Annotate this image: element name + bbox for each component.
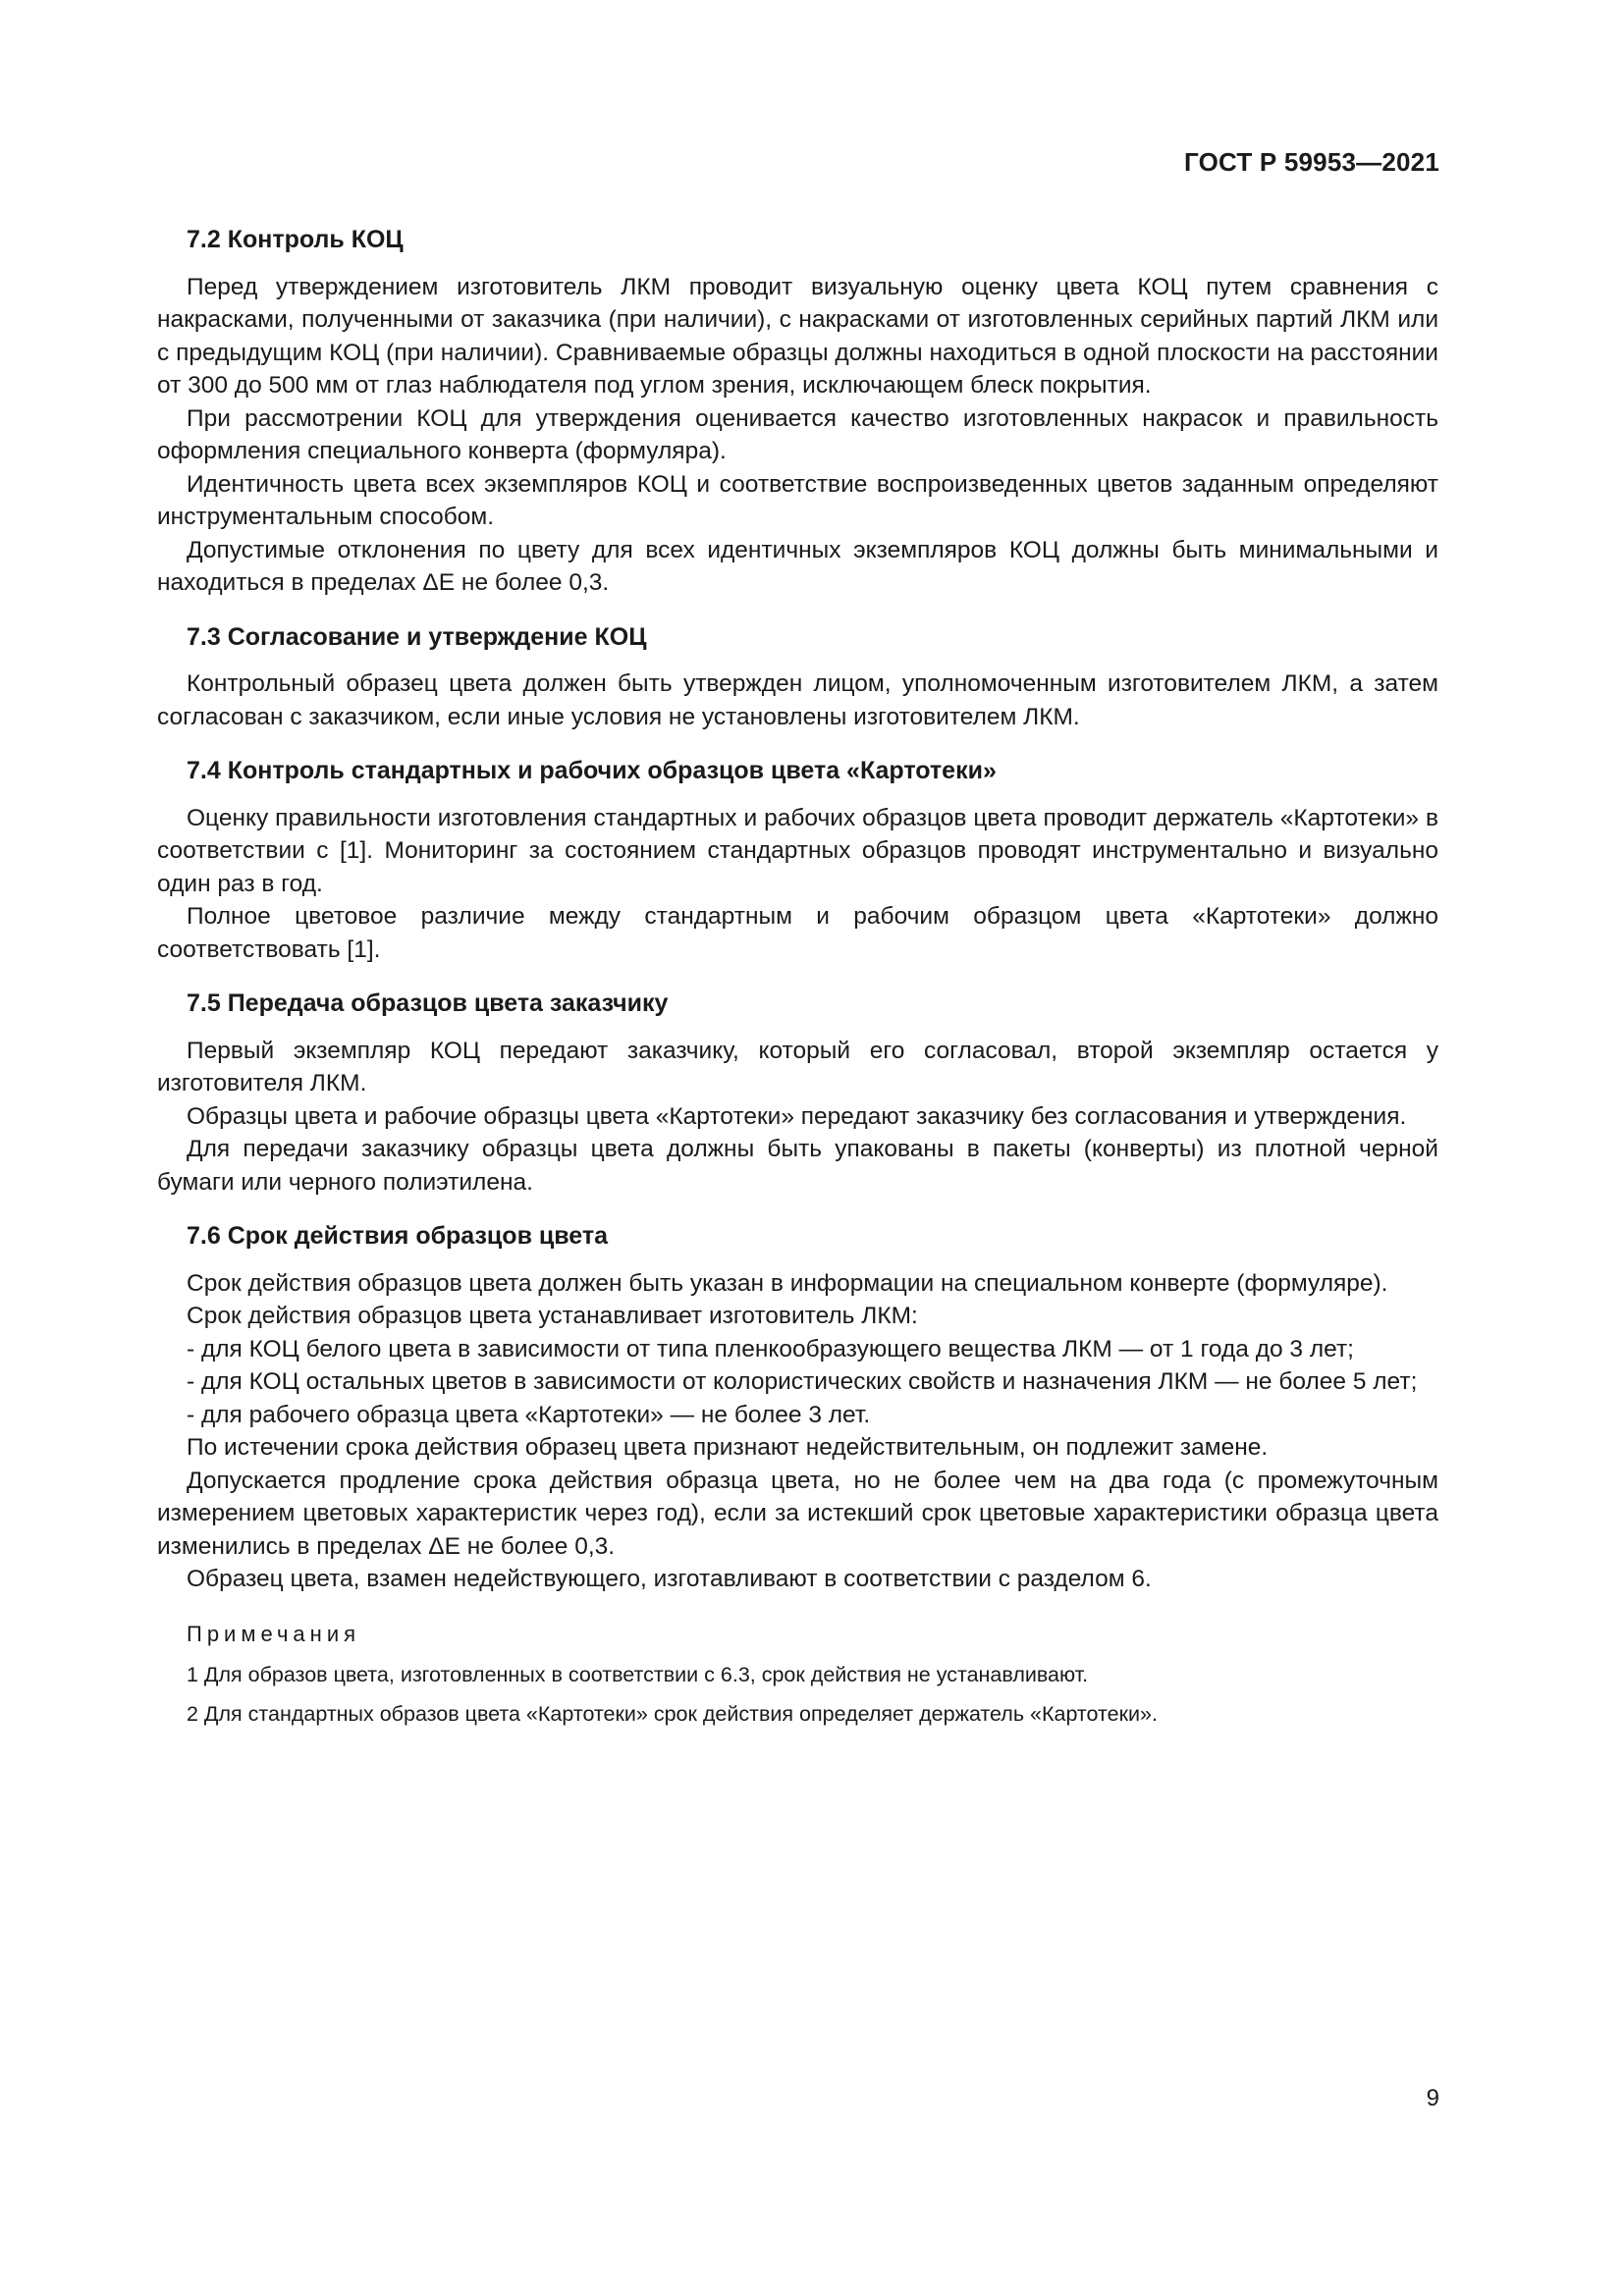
list-item: - для КОЦ белого цвета в зависимости от типа пленкообразующего вещества ЛКМ — от 1 года до 3 лет;: [187, 1335, 1354, 1362]
paragraph: По истечении срока действия образец цвета признают недействительным, он подлежит замене.: [187, 1434, 1269, 1461]
section-title: 7.3 Согласование и утверждение КОЦ: [187, 622, 647, 651]
list-item: - для КОЦ остальных цветов в зависимости от колористических свойств и назначения ЛКМ — не более 5 лет;: [187, 1368, 1418, 1395]
section-title: 7.2 Контроль КОЦ: [187, 226, 404, 253]
section-7-4: [157, 755, 1438, 966]
paragraph: Для передачи заказчику образцы цвета должны быть упакованы в пакеты (конверты) из плотной черной бумаги или черного полиэтилена.: [157, 1136, 1438, 1196]
paragraph: Срок действия образцов цвета должен быть указан в информации на специальном конверте (формуляре).: [187, 1269, 1388, 1297]
paragraph: При рассмотрении КОЦ для утверждения оценивается качество изготовленных накрасок и правильность оформления специального конверта (формуляра).: [157, 404, 1438, 464]
paragraph: Оценку правильности изготовления стандартных и рабочих образцов цвета проводит держатель «Картотеки» в соответствии с [1]. Мониторинг за состоянием стандартных образцов проводят инструментально и визуально один раз в год.: [157, 804, 1438, 897]
section-7-2: [157, 224, 1438, 600]
section-title: 7.4 Контроль стандартных и рабочих образцов цвета «Картотеки»: [187, 757, 997, 784]
section-7-5: [157, 988, 1438, 1199]
notes-title: Примечания: [187, 1621, 361, 1646]
section-title: 7.6 Срок действия образцов цвета: [187, 1222, 609, 1250]
section-7-6: [157, 1220, 1438, 1596]
note-item: 1 Для образов цвета, изготовленных в соответствии с 6.3, срок действия не устанавливают.: [187, 1663, 1089, 1686]
notes-block: [157, 1618, 1438, 1730]
standard-designation: ГОСТ Р 59953—2021: [1184, 147, 1439, 177]
note-item: 2 Для стандартных образов цвета «Картотеки» срок действия определяет держатель «Картотеки».: [187, 1702, 1158, 1726]
page-number: 9: [1426, 2085, 1439, 2111]
paragraph: Перед утверждением изготовитель ЛКМ проводит визуальную оценку цвета КОЦ путем сравнения с накрасками, полученными от заказчика (при наличии), с накрасками от изготовленных серийных партий ЛКМ или с предыдущим КОЦ (при наличии). Сравниваемые образцы должны находиться в одной плоскости на расстоянии от 300 до 500 мм от глаз наблюдателя под углом зрения, исключающем блеск покрытия.: [157, 273, 1438, 399]
document-body: [157, 224, 1438, 1738]
section-7-3: [157, 621, 1438, 734]
paragraph: Образец цвета, взамен недействующего, изготавливают в соответствии с разделом 6.: [187, 1566, 1152, 1592]
section-title: 7.5 Передача образцов цвета заказчику: [187, 989, 669, 1017]
paragraph: Контрольный образец цвета должен быть утвержден лицом, уполномоченным изготовителем ЛКМ, а затем согласован с заказчиком, если иные условия не установлены изготовителем ЛКМ.: [157, 670, 1438, 730]
paragraph: Первый экземпляр КОЦ передают заказчику, который его согласовал, второй экземпляр остается у изготовителя ЛКМ.: [157, 1037, 1438, 1096]
list-item: - для рабочего образца цвета «Картотеки» — не более 3 лет.: [187, 1401, 871, 1428]
paragraph: Образцы цвета и рабочие образцы цвета «Картотеки» передают заказчику без согласования и утверждения.: [187, 1102, 1407, 1130]
paragraph: Допускается продление срока действия образца цвета, но не более чем на два года (с промежуточным измерением цветовых характеристик через год), если за истекший срок цветовые характеристики образца цвета изменились в пределах ΔE не более 0,3.: [157, 1467, 1438, 1560]
paragraph: Полное цветовое различие между стандартным и рабочим образцом цвета «Картотеки» должно соответствовать [1].: [157, 903, 1438, 963]
paragraph: Допустимые отклонения по цвету для всех идентичных экземпляров КОЦ должны быть минимальными и находиться в пределах ΔE не более 0,3.: [157, 536, 1438, 596]
paragraph: Срок действия образцов цвета устанавливает изготовитель ЛКМ:: [187, 1303, 918, 1329]
paragraph: Идентичность цвета всех экземпляров КОЦ и соответствие воспроизведенных цветов заданным определяют инструментальным способом.: [157, 470, 1438, 530]
